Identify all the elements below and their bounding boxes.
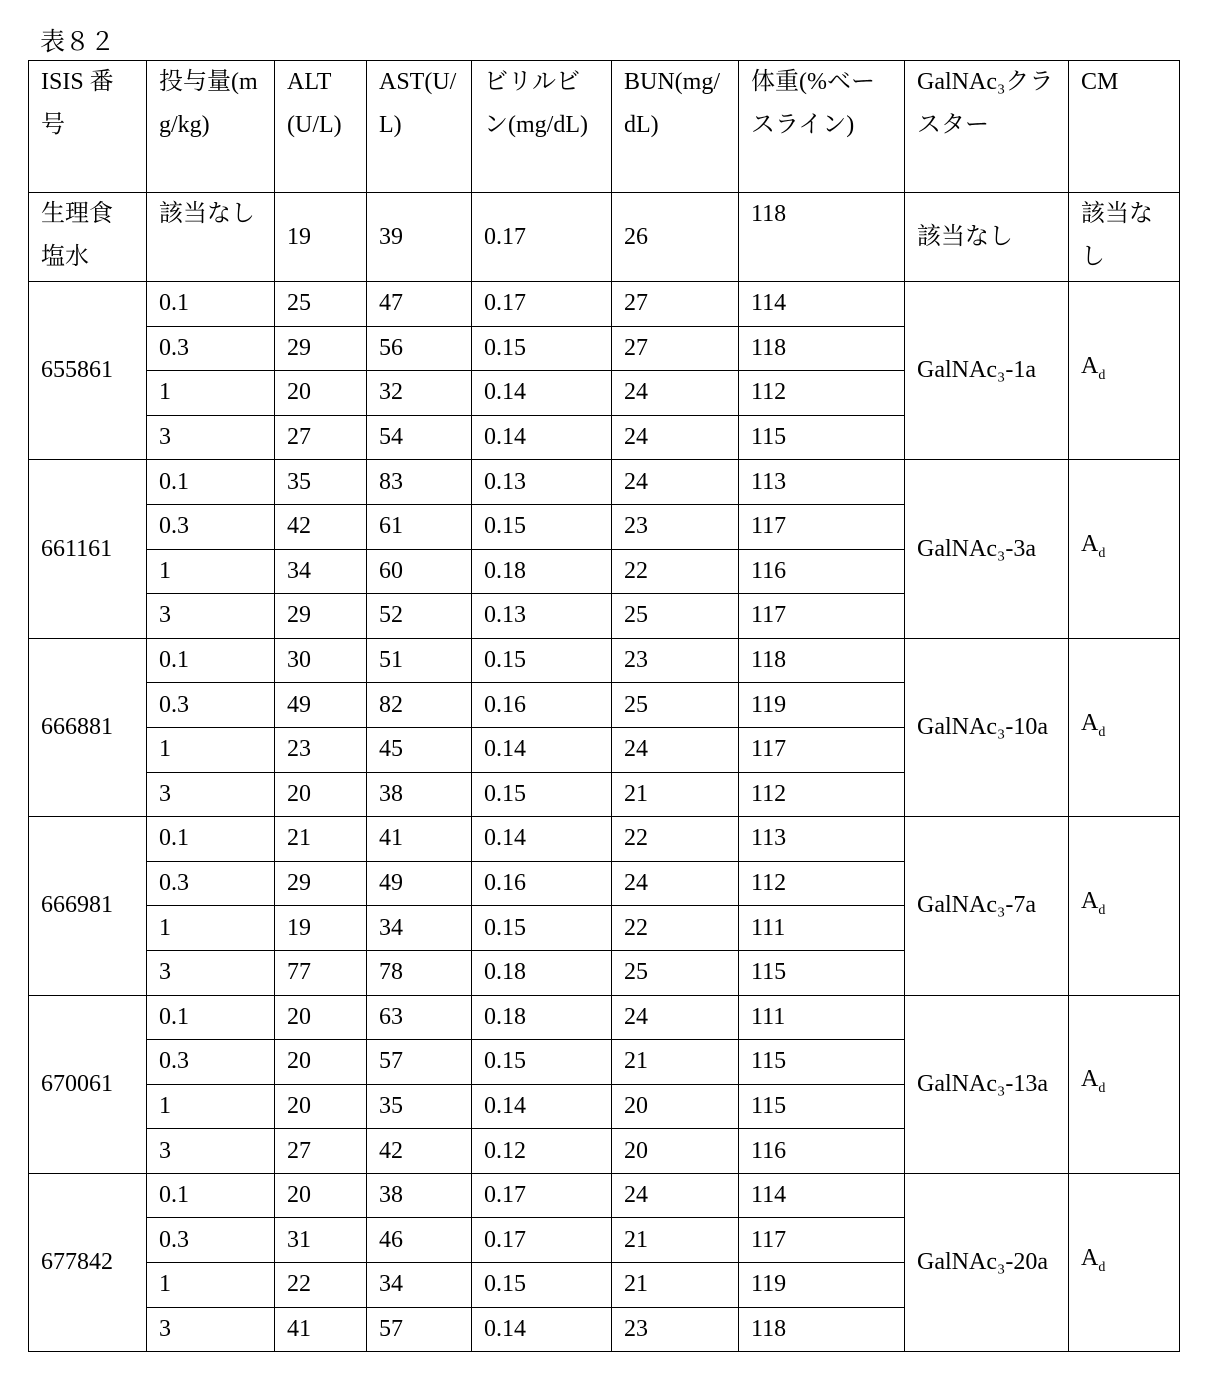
bun-cell: 25 [612,594,739,639]
bilirubin-cell: 0.14 [472,1307,612,1352]
cm-base: A [1081,353,1098,379]
ast-cell: 63 [367,995,472,1040]
bun-cell: 22 [612,549,739,594]
cm-subscript: d [1098,546,1105,561]
ast-cell: 54 [367,415,472,460]
cm-base: A [1081,888,1098,914]
cluster-cell: GalNAc₃-3a [905,460,1069,638]
ast-cell: 52 [367,594,472,639]
alt-cell: 30 [275,638,367,683]
bilirubin-cell: 0.16 [472,861,612,906]
alt-cell: 19 [275,906,367,951]
cluster-cell: 該当なし [905,193,1069,282]
body-weight-cell: 118 [739,638,905,683]
dose-cell: 0.3 [147,326,275,371]
alt-cell: 20 [275,371,367,416]
body-weight-cell: 116 [739,1129,905,1174]
ast-cell: 38 [367,1173,472,1218]
bilirubin-cell: 0.17 [472,193,612,282]
ast-cell: 56 [367,326,472,371]
bun-cell: 24 [612,861,739,906]
cm-base: A [1081,1245,1098,1271]
cm-base: A [1081,1066,1098,1092]
dose-cell: 0.3 [147,1218,275,1263]
ast-cell: 39 [367,193,472,282]
ast-cell: 42 [367,1129,472,1174]
body-weight-cell: 112 [739,861,905,906]
body-weight-cell: 119 [739,1263,905,1308]
ast-cell: 34 [367,1263,472,1308]
ast-cell: 83 [367,460,472,505]
cm-cell [1069,995,1180,1173]
dose-cell: 3 [147,772,275,817]
alt-cell: 29 [275,594,367,639]
body-weight-cell: 119 [739,683,905,728]
bilirubin-cell: 0.15 [472,326,612,371]
bun-cell: 21 [612,1218,739,1263]
dose-cell: 1 [147,549,275,594]
bilirubin-cell: 0.15 [472,1040,612,1085]
body-weight-cell: 115 [739,1084,905,1129]
dose-cell: 0.3 [147,683,275,728]
cm-subscript: d [1098,724,1105,739]
cluster-cell: GalNAc₃-10a [905,638,1069,816]
ast-cell: 57 [367,1040,472,1085]
bilirubin-cell: 0.14 [472,817,612,862]
body-weight-cell: 117 [739,504,905,549]
cm-cell: 該当なし [1069,193,1180,282]
dose-cell: 0.1 [147,282,275,327]
bilirubin-cell: 0.15 [472,906,612,951]
bun-cell: 23 [612,638,739,683]
alt-cell: 41 [275,1307,367,1352]
bun-cell: 21 [612,1040,739,1085]
cluster-cell: GalNAc₃-13a [905,995,1069,1173]
bun-cell: 24 [612,371,739,416]
ast-cell: 38 [367,772,472,817]
cm-subscript: d [1098,1259,1105,1274]
dose-cell: 0.3 [147,504,275,549]
header-isis: ISIS 番号 [29,61,147,193]
bilirubin-cell: 0.18 [472,549,612,594]
dose-cell: 該当なし [147,193,275,282]
cm-subscript: d [1098,1081,1105,1096]
body-weight-cell: 113 [739,817,905,862]
cm-cell [1069,638,1180,816]
table-row [29,638,1180,683]
dose-cell: 0.3 [147,1040,275,1085]
dose-cell: 3 [147,415,275,460]
bun-cell: 26 [612,193,739,282]
body-weight-cell: 117 [739,1218,905,1263]
dose-cell: 0.3 [147,861,275,906]
alt-cell: 20 [275,995,367,1040]
cluster-cell: GalNAc₃-20a [905,1173,1069,1351]
bun-cell: 27 [612,282,739,327]
header-alt: ALT(U/L) [275,61,367,193]
bun-cell: 25 [612,950,739,995]
alt-cell: 25 [275,282,367,327]
ast-cell: 34 [367,906,472,951]
bun-cell: 25 [612,683,739,728]
bilirubin-cell: 0.15 [472,1263,612,1308]
bun-cell: 21 [612,1263,739,1308]
table-row [29,282,1180,327]
table-row [29,1173,1180,1218]
ast-cell: 35 [367,1084,472,1129]
ast-cell: 51 [367,638,472,683]
bilirubin-cell: 0.14 [472,415,612,460]
ast-cell: 49 [367,861,472,906]
dose-cell: 0.1 [147,460,275,505]
ast-cell: 46 [367,1218,472,1263]
alt-cell: 21 [275,817,367,862]
bilirubin-cell: 0.13 [472,460,612,505]
body-weight-cell: 116 [739,549,905,594]
body-weight-cell: 118 [739,326,905,371]
ast-cell: 60 [367,549,472,594]
bun-cell: 27 [612,326,739,371]
bun-cell: 23 [612,1307,739,1352]
body-weight-cell: 118 [739,1307,905,1352]
body-weight-cell: 117 [739,727,905,772]
isis-cell: 666881 [29,638,147,816]
saline-row [29,193,1180,282]
alt-cell: 77 [275,950,367,995]
dose-cell: 3 [147,594,275,639]
dose-cell: 0.1 [147,817,275,862]
bun-cell: 24 [612,415,739,460]
bilirubin-cell: 0.13 [472,594,612,639]
table-row [29,817,1180,862]
bilirubin-cell: 0.18 [472,950,612,995]
bun-cell: 20 [612,1129,739,1174]
alt-cell: 22 [275,1263,367,1308]
bilirubin-cell: 0.12 [472,1129,612,1174]
isis-cell: 655861 [29,282,147,460]
body-weight-cell: 112 [739,371,905,416]
body-weight-cell: 117 [739,594,905,639]
alt-cell: 23 [275,727,367,772]
bun-cell: 21 [612,772,739,817]
bun-cell: 24 [612,995,739,1040]
dose-cell: 0.1 [147,995,275,1040]
body-weight-cell: 111 [739,906,905,951]
header-body-weight: 体重(%ベースライン) [739,61,905,193]
header-bun: BUN(mg/dL) [612,61,739,193]
isis-cell: 生理食塩水 [29,193,147,282]
table-row [29,995,1180,1040]
body-weight-cell: 113 [739,460,905,505]
ast-cell: 41 [367,817,472,862]
bilirubin-cell: 0.14 [472,727,612,772]
dose-cell: 1 [147,371,275,416]
bilirubin-cell: 0.18 [472,995,612,1040]
ast-cell: 78 [367,950,472,995]
alt-cell: 19 [275,193,367,282]
cm-cell [1069,282,1180,460]
alt-cell: 31 [275,1218,367,1263]
data-table [28,60,1180,1352]
body-weight-cell: 115 [739,415,905,460]
dose-cell: 3 [147,1129,275,1174]
isis-cell: 666981 [29,817,147,995]
alt-cell: 20 [275,1173,367,1218]
alt-cell: 20 [275,1040,367,1085]
bilirubin-cell: 0.15 [472,772,612,817]
isis-cell: 661161 [29,460,147,638]
body-weight-cell: 114 [739,1173,905,1218]
ast-cell: 47 [367,282,472,327]
bilirubin-cell: 0.17 [472,1218,612,1263]
bilirubin-cell: 0.15 [472,638,612,683]
ast-cell: 57 [367,1307,472,1352]
bun-cell: 24 [612,460,739,505]
bun-cell: 22 [612,817,739,862]
cm-subscript: d [1098,903,1105,918]
dose-cell: 1 [147,906,275,951]
alt-cell: 27 [275,415,367,460]
dose-cell: 0.1 [147,638,275,683]
bilirubin-cell: 0.16 [472,683,612,728]
bilirubin-cell: 0.17 [472,1173,612,1218]
bun-cell: 20 [612,1084,739,1129]
cluster-cell: GalNAc₃-1a [905,282,1069,460]
body-weight-cell: 115 [739,1040,905,1085]
alt-cell: 35 [275,460,367,505]
alt-cell: 20 [275,772,367,817]
dose-cell: 1 [147,1263,275,1308]
dose-cell: 1 [147,727,275,772]
cluster-cell: GalNAc₃-7a [905,817,1069,995]
bilirubin-cell: 0.15 [472,504,612,549]
body-weight-cell: 112 [739,772,905,817]
alt-cell: 49 [275,683,367,728]
table-title: 表８２ [40,22,115,58]
bilirubin-cell: 0.17 [472,282,612,327]
dose-cell: 0.1 [147,1173,275,1218]
alt-cell: 27 [275,1129,367,1174]
cm-base: A [1081,710,1098,736]
ast-cell: 61 [367,504,472,549]
cm-cell [1069,1173,1180,1351]
dose-cell: 3 [147,1307,275,1352]
body-weight-cell: 115 [739,950,905,995]
bilirubin-cell: 0.14 [472,371,612,416]
dose-cell: 1 [147,1084,275,1129]
ast-cell: 82 [367,683,472,728]
bun-cell: 22 [612,906,739,951]
isis-cell: 677842 [29,1173,147,1351]
bun-cell: 24 [612,727,739,772]
alt-cell: 42 [275,504,367,549]
body-weight-cell: 114 [739,282,905,327]
alt-cell: 20 [275,1084,367,1129]
cm-base: A [1081,531,1098,557]
bun-cell: 24 [612,1173,739,1218]
ast-cell: 32 [367,371,472,416]
header-cm: CM [1069,61,1180,193]
header-row [29,61,1180,193]
isis-cell: 670061 [29,995,147,1173]
cm-cell [1069,460,1180,638]
header-dose: 投与量(mg/kg) [147,61,275,193]
alt-cell: 29 [275,861,367,906]
header-cluster: GalNAc₃クラスター [905,61,1069,193]
header-bilirubin: ビリルビン(mg/dL) [472,61,612,193]
header-ast: AST(U/L) [367,61,472,193]
bilirubin-cell: 0.14 [472,1084,612,1129]
ast-cell: 45 [367,727,472,772]
cm-cell [1069,817,1180,995]
table-row [29,460,1180,505]
body-weight-cell: 118 [739,193,905,282]
body-weight-cell: 111 [739,995,905,1040]
alt-cell: 29 [275,326,367,371]
alt-cell: 34 [275,549,367,594]
bun-cell: 23 [612,504,739,549]
dose-cell: 3 [147,950,275,995]
cm-subscript: d [1098,368,1105,383]
